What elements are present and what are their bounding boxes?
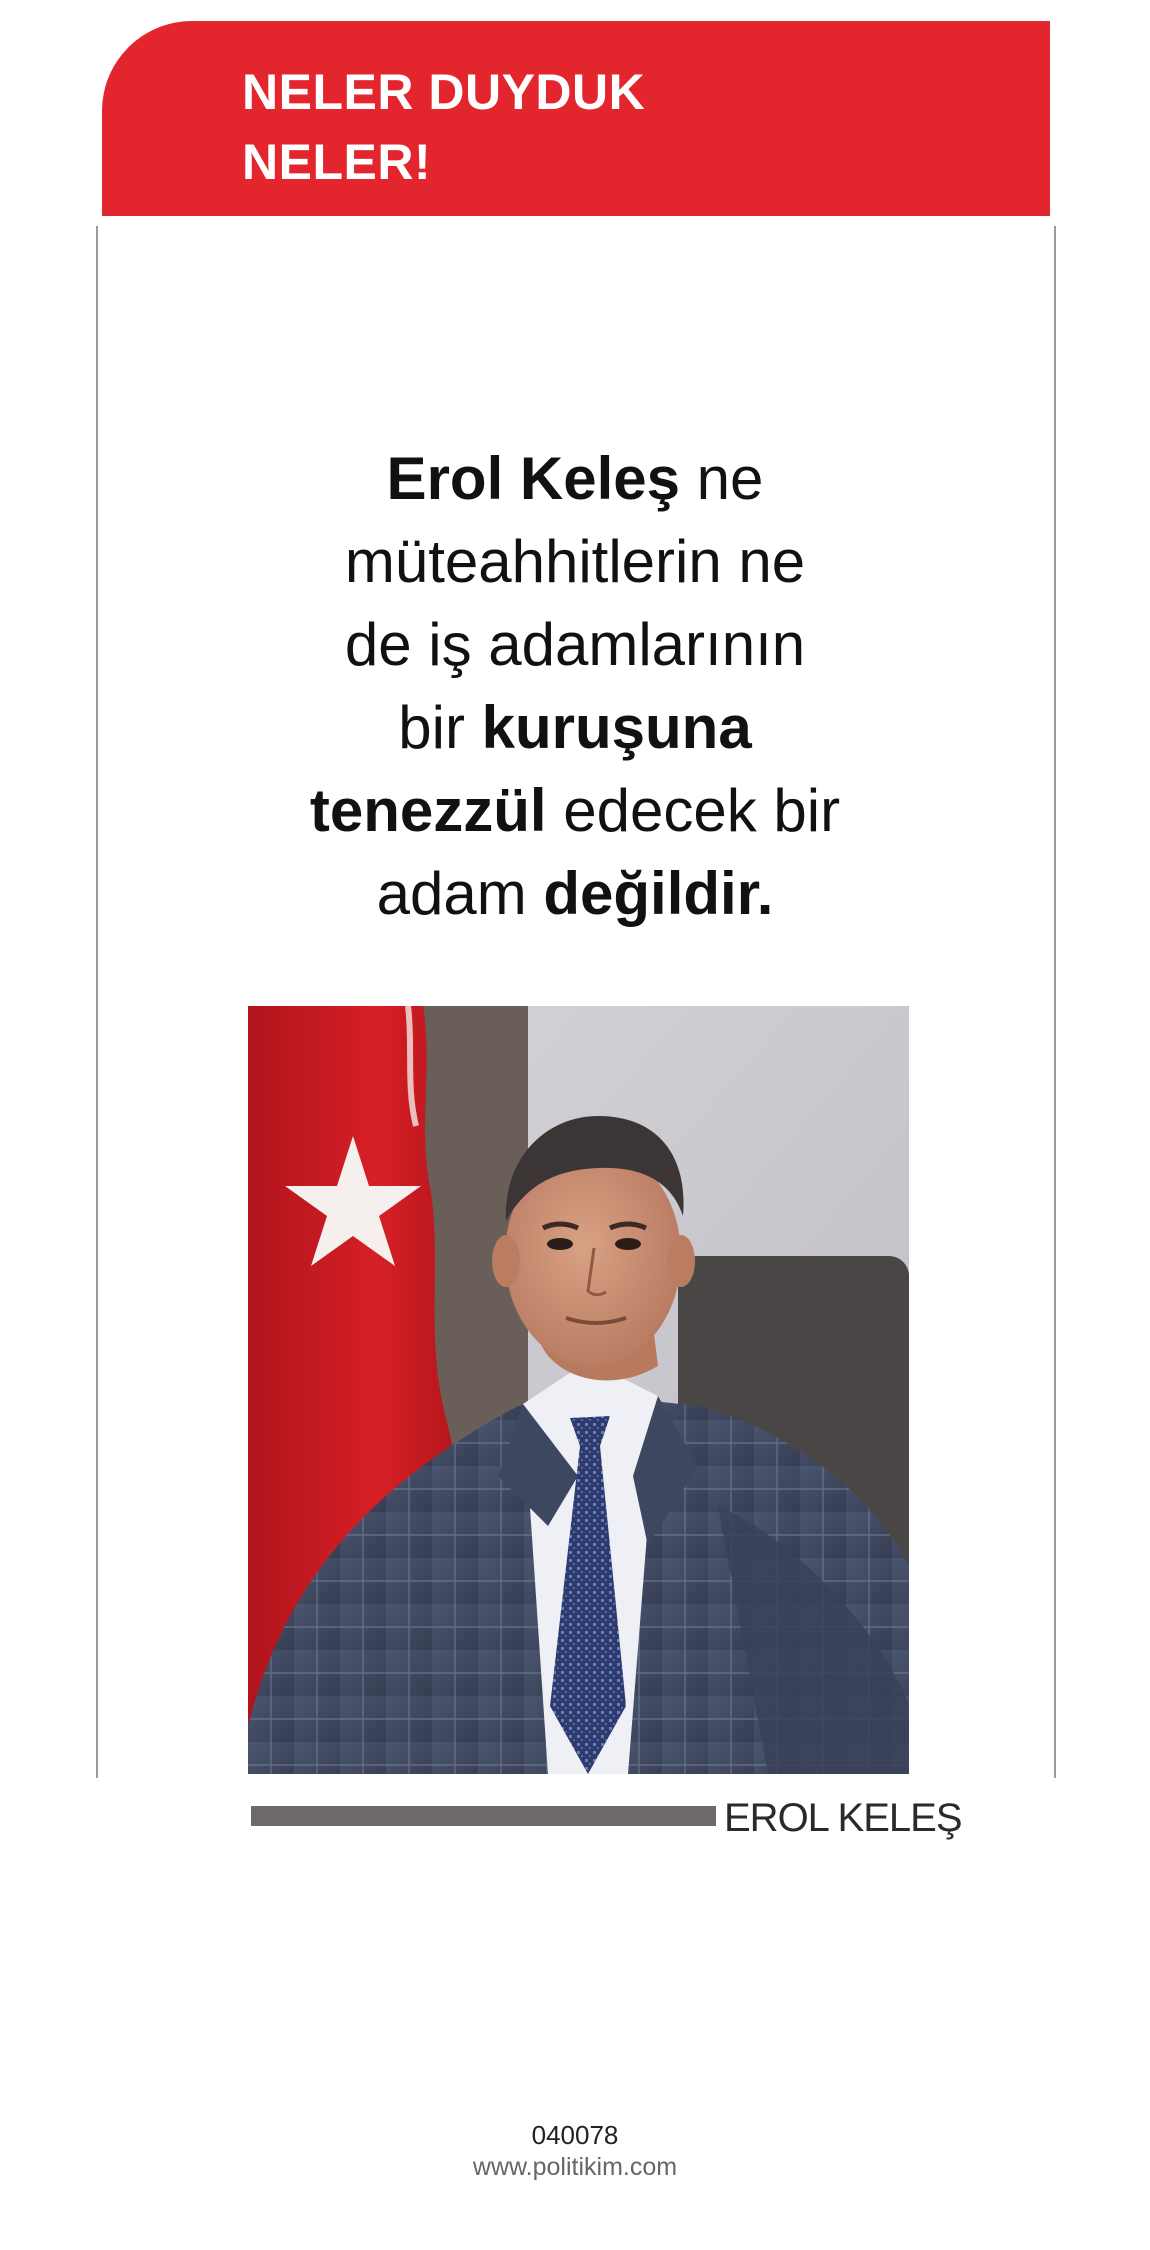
right-border-line — [1054, 226, 1056, 1778]
quote-line-6-bold: değildir. — [543, 860, 774, 927]
quote-line-1-rest: ne — [680, 445, 764, 512]
quote-line-1 — [220, 437, 930, 520]
portrait-photo — [248, 1006, 909, 1774]
header-title-line2: NELER! — [242, 134, 432, 190]
header-title-line1: NELER DUYDUK — [242, 64, 646, 120]
quote-line-6 — [220, 852, 930, 935]
quote-line-5 — [220, 769, 930, 852]
quote-name-bold: Erol Keleş — [386, 445, 681, 512]
header-banner — [102, 21, 1050, 216]
left-border-line — [96, 226, 98, 1778]
header-title — [242, 57, 645, 197]
quote-line-6-pre: adam — [376, 860, 544, 927]
quote-line-2: müteahhitlerin ne — [344, 528, 806, 595]
quote-line-5-rest: edecek bir — [546, 777, 841, 844]
name-caption: EROL KELEŞ — [724, 1796, 962, 1840]
quote-text — [220, 437, 930, 935]
footer-code: 040078 — [531, 2120, 619, 2150]
portrait-illustration — [248, 1006, 909, 1774]
quote-line-4-pre: bir — [398, 694, 482, 761]
quote-line-5-bold: tenezzül — [309, 777, 547, 844]
quote-line-4 — [220, 686, 930, 769]
name-caption-bar — [251, 1806, 716, 1826]
footer-url[interactable]: www.politikim.com — [472, 2153, 678, 2181]
quote-line-4-bold: kuruşuna — [481, 694, 752, 761]
quote-line-3: de iş adamlarının — [344, 611, 806, 678]
